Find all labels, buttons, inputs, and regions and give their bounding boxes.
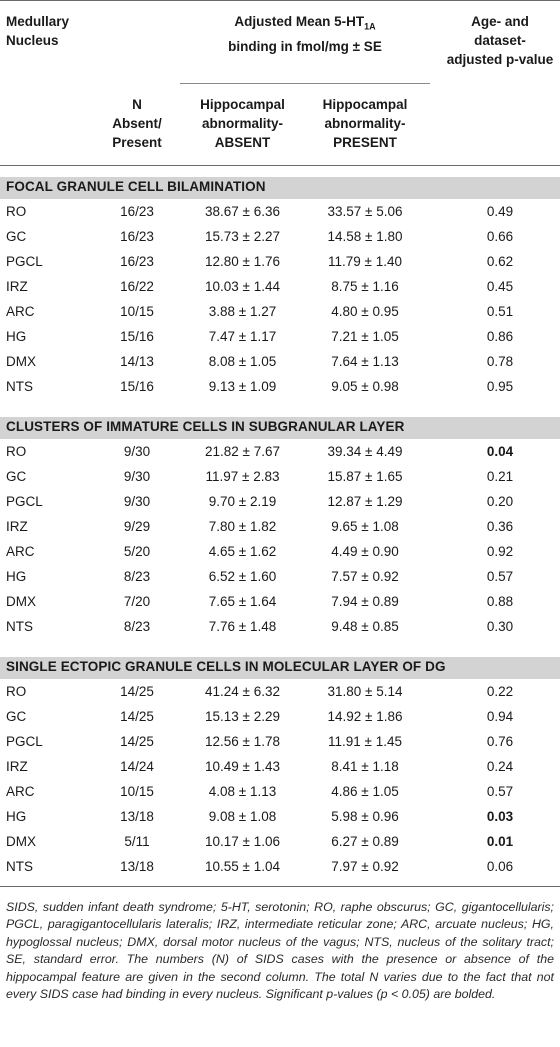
cell-pvalue: 0.01 [486, 834, 514, 849]
table-row [0, 516, 560, 541]
cell-nucleus: PGCL [6, 254, 43, 269]
cell-n: 16/23 [120, 204, 154, 219]
cell-present: 9.65 ± 1.08 [331, 519, 399, 534]
cell-absent: 41.24 ± 6.32 [205, 684, 280, 699]
cell-present: 8.75 ± 1.16 [331, 279, 399, 294]
cell-nucleus: RO [6, 444, 27, 459]
cell-pvalue: 0.21 [486, 469, 514, 484]
cell-absent: 12.56 ± 1.78 [205, 734, 280, 749]
cell-present: 7.57 ± 0.92 [331, 569, 399, 584]
cell-absent: 12.80 ± 1.76 [205, 254, 280, 269]
table-row [0, 376, 560, 401]
cell-pvalue: 0.45 [486, 279, 514, 294]
cell-absent: 15.13 ± 2.29 [205, 709, 280, 724]
table-row [0, 591, 560, 616]
cell-present: 5.98 ± 0.96 [331, 809, 399, 824]
cell-nucleus: HG [6, 569, 27, 584]
cell-n: 16/22 [120, 279, 154, 294]
header-nucleus: Medullary Nucleus [6, 14, 70, 48]
cell-absent: 6.52 ± 1.60 [208, 569, 277, 584]
cell-absent: 3.88 ± 1.27 [208, 304, 277, 319]
cell-nucleus: NTS [6, 859, 33, 874]
cell-n: 14/24 [120, 759, 154, 774]
cell-nucleus: IRZ [6, 759, 28, 774]
cell-absent: 8.08 ± 1.05 [208, 354, 277, 369]
cell-pvalue: 0.62 [486, 254, 514, 269]
cell-present: 4.49 ± 0.90 [331, 544, 399, 559]
cell-nucleus: NTS [6, 619, 33, 634]
cell-absent: 11.97 ± 2.83 [205, 469, 280, 484]
cell-pvalue: 0.20 [486, 494, 514, 509]
cell-nucleus: IRZ [6, 519, 28, 534]
cell-present: 4.80 ± 0.95 [331, 304, 399, 319]
cell-n: 9/30 [123, 444, 151, 459]
cell-present: 11.79 ± 1.40 [328, 254, 402, 269]
cell-nucleus: ARC [6, 544, 35, 559]
cell-pvalue: 0.95 [486, 379, 514, 394]
table-row [0, 781, 560, 806]
cell-absent: 4.65 ± 1.62 [208, 544, 277, 559]
cell-present: 7.64 ± 1.13 [331, 354, 399, 369]
cell-absent: 4.08 ± 1.13 [208, 784, 277, 799]
cell-n: 8/23 [123, 619, 151, 634]
cell-absent: 15.73 ± 2.27 [205, 229, 280, 244]
cell-n: 16/23 [120, 254, 154, 269]
cell-absent: 9.13 ± 1.09 [208, 379, 277, 394]
section-header [0, 177, 560, 199]
cell-present: 31.80 ± 5.14 [327, 684, 403, 699]
top-rule [0, 0, 560, 1]
cell-pvalue: 0.06 [486, 859, 514, 874]
cell-absent: 10.49 ± 1.43 [205, 759, 280, 774]
table-row [0, 566, 560, 591]
cell-pvalue: 0.88 [486, 594, 514, 609]
cell-present: 4.86 ± 1.05 [331, 784, 399, 799]
header-present: Hippocampal abnormality- PRESENT [322, 97, 408, 150]
cell-n: 14/25 [120, 709, 154, 724]
cell-nucleus: GC [6, 229, 27, 244]
table-row [0, 706, 560, 731]
cell-present: 15.87 ± 1.65 [327, 469, 403, 484]
table-row [0, 466, 560, 491]
cell-n: 14/13 [120, 354, 154, 369]
cell-absent: 10.03 ± 1.44 [205, 279, 280, 294]
table-row [0, 806, 560, 831]
cell-pvalue: 0.92 [486, 544, 514, 559]
section-title: CLUSTERS OF IMMATURE CELLS IN SUBGRANULAR LAYER [6, 419, 405, 434]
cell-pvalue: 0.78 [486, 354, 514, 369]
cell-present: 14.58 ± 1.80 [327, 229, 403, 244]
cell-present: 6.27 ± 0.89 [331, 834, 399, 849]
cell-pvalue: 0.86 [486, 329, 514, 344]
cell-n: 9/30 [123, 494, 151, 509]
table-row [0, 756, 560, 781]
header-absent: Hippocampal abnormality- ABSENT [200, 97, 285, 150]
table-row [0, 301, 560, 326]
cell-present: 39.34 ± 4.49 [327, 444, 403, 459]
cell-present: 9.48 ± 0.85 [331, 619, 399, 634]
table-row [0, 856, 560, 881]
cell-n: 14/25 [120, 684, 154, 699]
cell-n: 15/16 [120, 379, 154, 394]
table-row [0, 276, 560, 301]
cell-pvalue: 0.66 [486, 229, 514, 244]
cell-n: 5/20 [123, 544, 151, 559]
cell-n: 9/29 [123, 519, 151, 534]
table-row [0, 731, 560, 756]
header-n: N Absent/ Present [112, 97, 162, 150]
cell-present: 7.97 ± 0.92 [331, 859, 399, 874]
table-row [0, 351, 560, 376]
header-pvalue: Age- and dataset- adjusted p-value [446, 14, 554, 67]
table-row [0, 831, 560, 856]
cell-n: 14/25 [120, 734, 154, 749]
cell-absent: 38.67 ± 6.36 [205, 204, 280, 219]
section-header [0, 417, 560, 439]
cell-absent: 10.17 ± 1.06 [205, 834, 280, 849]
cell-nucleus: PGCL [6, 734, 43, 749]
cell-nucleus: RO [6, 684, 27, 699]
header-binding: Adjusted Mean $5-HT_{1A}$ binding in fmol/mg ± SE [228, 14, 382, 54]
section-title: FOCAL GRANULE CELL BILAMINATION [6, 179, 266, 194]
cell-present: 33.57 ± 5.06 [327, 204, 403, 219]
cell-n: 10/15 [120, 784, 154, 799]
cell-absent: 7.80 ± 1.82 [208, 519, 277, 534]
section-title: SINGLE ECTOPIC GRANULE CELLS IN MOLECULAR LAYER OF DG [6, 659, 446, 674]
cell-present: 7.21 ± 1.05 [331, 329, 399, 344]
cell-pvalue: 0.49 [486, 204, 514, 219]
cell-pvalue: 0.36 [486, 519, 514, 534]
cell-pvalue: 0.76 [486, 734, 514, 749]
cell-nucleus: PGCL [6, 494, 43, 509]
cell-absent: 21.82 ± 7.67 [205, 444, 280, 459]
cell-pvalue: 0.94 [486, 709, 514, 724]
cell-n: 8/23 [123, 569, 151, 584]
cell-absent: 9.70 ± 2.19 [208, 494, 277, 509]
header-bottom-rule [0, 165, 560, 166]
table-row [0, 541, 560, 566]
cell-pvalue: 0.24 [486, 759, 514, 774]
cell-nucleus: DMX [6, 594, 36, 609]
table-row [0, 226, 560, 251]
table-row [0, 681, 560, 706]
cell-pvalue: 0.30 [486, 619, 514, 634]
table-bottom-rule [0, 886, 560, 887]
cell-n: 5/11 [124, 834, 150, 849]
table-row [0, 251, 560, 276]
cell-absent: 9.08 ± 1.08 [208, 809, 277, 824]
cell-nucleus: GC [6, 709, 27, 724]
cell-pvalue: 0.03 [486, 809, 514, 824]
cell-present: 11.91 ± 1.45 [328, 734, 402, 749]
cell-pvalue: 0.04 [486, 444, 514, 459]
cell-nucleus: RO [6, 204, 27, 219]
table-row [0, 201, 560, 226]
cell-nucleus: HG [6, 809, 27, 824]
cell-present: 9.05 ± 0.98 [331, 379, 399, 394]
cell-present: 7.94 ± 0.89 [331, 594, 399, 609]
table-row [0, 441, 560, 466]
table-row [0, 616, 560, 641]
cell-present: 12.87 ± 1.29 [327, 494, 403, 509]
cell-n: 9/30 [123, 469, 151, 484]
cell-n: 13/18 [120, 809, 154, 824]
binding-subheader-rule [180, 83, 430, 84]
cell-n: 15/16 [120, 329, 154, 344]
cell-absent: 7.47 ± 1.17 [208, 329, 277, 344]
cell-pvalue: 0.22 [486, 684, 514, 699]
cell-absent: 7.65 ± 1.64 [208, 594, 277, 609]
cell-nucleus: ARC [6, 304, 35, 319]
cell-pvalue: 0.57 [486, 569, 514, 584]
table-footnote: SIDS, sudden infant death syndrome; 5-HT, serotonin; RO, raphe obscurus; GC, gigantocellularis; PGCL, paragigantocellularis lateralis; IRZ, intermediate reticular zone; ARC, arcuate nucleus; HG, hypoglossal nucleus; DMX, dorsal motor nucleus of the vagus; NTS, nucleus of the solitary tract; SE, standard error. The numbers (N) of SIDS cases with the presence or absence of the hippocampal feature are given in the second column. The total N varies due to the fact that not every SIDS case had binding in every nucleus. Significant p-values (p < 0.05) are bolded. [6, 900, 554, 1002]
section-header [0, 657, 560, 679]
cell-n: 13/18 [120, 859, 154, 874]
cell-nucleus: NTS [6, 379, 33, 394]
cell-pvalue: 0.51 [486, 304, 514, 319]
cell-present: 14.92 ± 1.86 [327, 709, 403, 724]
cell-nucleus: DMX [6, 354, 36, 369]
cell-nucleus: IRZ [6, 279, 28, 294]
cell-nucleus: DMX [6, 834, 36, 849]
table-row [0, 491, 560, 516]
table-row [0, 326, 560, 351]
cell-n: 10/15 [120, 304, 154, 319]
cell-absent: 7.76 ± 1.48 [208, 619, 277, 634]
cell-nucleus: HG [6, 329, 27, 344]
cell-present: 8.41 ± 1.18 [331, 759, 399, 774]
cell-n: 16/23 [120, 229, 154, 244]
cell-n: 7/20 [123, 594, 151, 609]
cell-absent: 10.55 ± 1.04 [205, 859, 280, 874]
cell-pvalue: 0.57 [486, 784, 514, 799]
cell-nucleus: ARC [6, 784, 35, 799]
cell-nucleus: GC [6, 469, 27, 484]
